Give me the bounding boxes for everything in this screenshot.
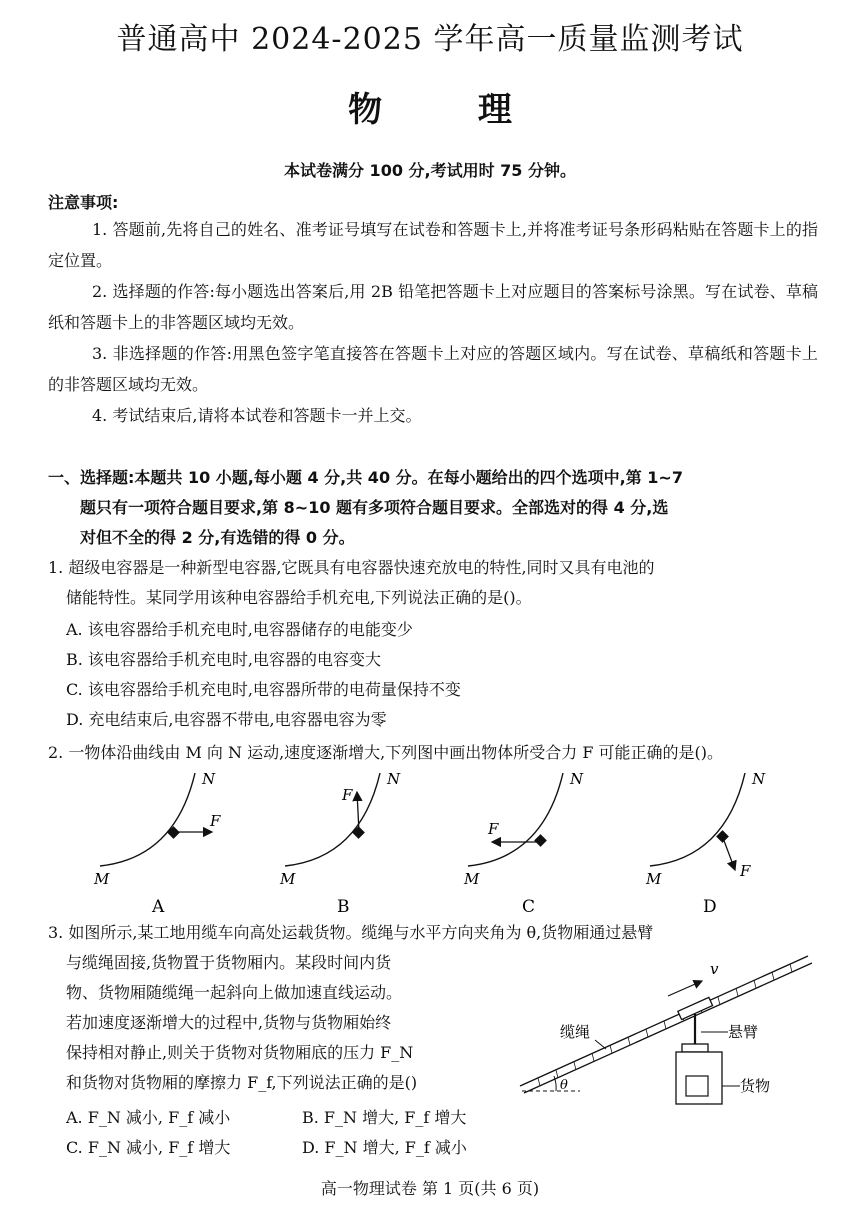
question-1-option-a: A. 该电容器给手机充电时,电容器储存的电能变少 (66, 620, 413, 639)
trajectory-curve (650, 773, 745, 866)
question-1-stem (48, 553, 838, 613)
force-label: F (210, 812, 221, 830)
force-label: F (740, 862, 751, 880)
section-heading-line-2: 题只有一项符合题目要求,第 8~10 题有多项符合题目要求。全部选对的得 4 分,选 (80, 498, 669, 517)
cargo-item (686, 1076, 708, 1096)
point-n-label: N (752, 770, 766, 788)
angle-label: θ (560, 1078, 568, 1093)
question-3-line-1: 3. 如图所示,某工地用缆车向高处运载货物。缆绳与水平方向夹角为 θ,货物厢通过悬臂 (48, 923, 654, 942)
question-3-option-d: D. F_N 增大, F_f 减小 (302, 1138, 467, 1157)
notice-item-1: 1. 答题前,先将自己的姓名、准考证号填写在试卷和答题卡上,并将准考证号条形码粘贴在答题卡上的指定位置。 (48, 220, 818, 270)
question-3-body (66, 948, 506, 1098)
question-1-line-2: 储能特性。某同学用该种电容器给手机充电,下列说法正确的是()。 (66, 588, 532, 607)
question-1-line-1: 1. 超级电容器是一种新型电容器,它既具有电容器快速充放电的特性,同时又具有电池的 (48, 558, 655, 577)
subject-title: 物 理 (348, 90, 554, 130)
point-m-label: M (94, 870, 110, 888)
question-3-line-2: 与缆绳固接,货物置于货物厢内。某段时间内货 (66, 953, 392, 972)
question-3-option-c: C. F_N 减小, F_f 增大 (66, 1138, 231, 1157)
velocity-label: v (710, 960, 719, 978)
question-1-option-d: D. 充电结束后,电容器不带电,电容器电容为零 (66, 710, 387, 729)
velocity-arrow (668, 981, 702, 996)
question-2-stem: 2. 一物体沿曲线由 M 向 N 运动,速度逐渐增大,下列图中画出物体所受合力 F 可能正确的是()。 (48, 743, 724, 762)
question-3-line-4: 若加速度逐渐增大的过程中,货物与货物厢始终 (66, 1013, 392, 1032)
object-block (534, 834, 547, 847)
question-3-line-6: 和货物对货物厢的摩擦力 F_f,下列说法正确的是() (66, 1073, 418, 1092)
arm-label: 悬臂 (728, 1023, 759, 1041)
exam-title: 普通高中 2024-2025 学年高一质量监测考试 (116, 22, 744, 57)
force-label: F (488, 820, 499, 838)
trajectory-curve (468, 773, 563, 866)
section-heading (48, 463, 818, 553)
figure-c (463, 770, 584, 917)
question-3-line-3: 物、货物厢随缆绳一起斜向上做加速直线运动。 (66, 983, 403, 1002)
point-m-label: M (646, 870, 662, 888)
notice-item-4: 4. 考试结束后,请将本试卷和答题卡一并上交。 (92, 406, 422, 425)
question-1-option-b: B. 该电容器给手机充电时,电容器的电容变大 (66, 650, 382, 669)
trajectory-curve (285, 773, 380, 866)
section-heading-line-3: 对但不全的得 2 分,有选错的得 0 分。 (80, 528, 355, 547)
figure-label-b: B (337, 897, 350, 917)
cable-leader-line (595, 1040, 606, 1049)
point-m-label: M (280, 870, 296, 888)
point-m-label: M (464, 870, 480, 888)
figure-b (279, 770, 401, 917)
figure-label-c: C (522, 897, 536, 917)
question-3-figure (510, 948, 820, 1106)
cable-label: 缆绳 (560, 1023, 591, 1041)
trajectory-curve (100, 773, 195, 866)
notice-item-2: 2. 选择题的作答:每小题选出答案后,用 2B 铅笔把答题卡上对应题目的答案标号涂黑。写在试卷、草稿纸和答题卡上的非答题区域均无效。 (48, 282, 818, 332)
notice-item-3: 3. 非选择题的作答:用黑色签字笔直接答在答题卡上对应的答题区域内。写在试卷、草稿纸和答题卡上的非答题区域均无效。 (48, 344, 818, 394)
figure-label-a: A (152, 897, 165, 917)
figure-a (93, 770, 221, 917)
question-3-line-5: 保持相对静止,则关于货物对货物厢底的压力 F_N (66, 1043, 414, 1062)
question-3-option-a: A. F_N 减小, F_f 减小 (66, 1108, 231, 1127)
figure-label-d: D (703, 897, 717, 917)
cargo-label: 货物 (740, 1077, 771, 1095)
notice-heading: 注意事项: (48, 193, 119, 212)
force-label: F (342, 786, 353, 804)
page-footer: 高一物理试卷 第 1 页(共 6 页) (320, 1179, 540, 1198)
question-2-figures (80, 768, 800, 918)
point-n-label: N (387, 770, 401, 788)
force-arrow (723, 838, 735, 870)
full-score-note: 本试卷满分 100 分,考试用时 75 分钟。 (283, 161, 577, 180)
box-lid (682, 1044, 708, 1052)
question-3-option-b: B. F_N 增大, F_f 增大 (302, 1108, 467, 1127)
point-n-label: N (202, 770, 216, 788)
section-heading-line-1: 一、选择题:本题共 10 小题,每小题 4 分,共 40 分。在每小题给出的四个选项中,第 1~7 (48, 468, 683, 487)
question-1-option-c: C. 该电容器给手机充电时,电容器所带的电荷量保持不变 (66, 680, 461, 699)
point-n-label: N (570, 770, 584, 788)
figure-d (645, 770, 766, 917)
